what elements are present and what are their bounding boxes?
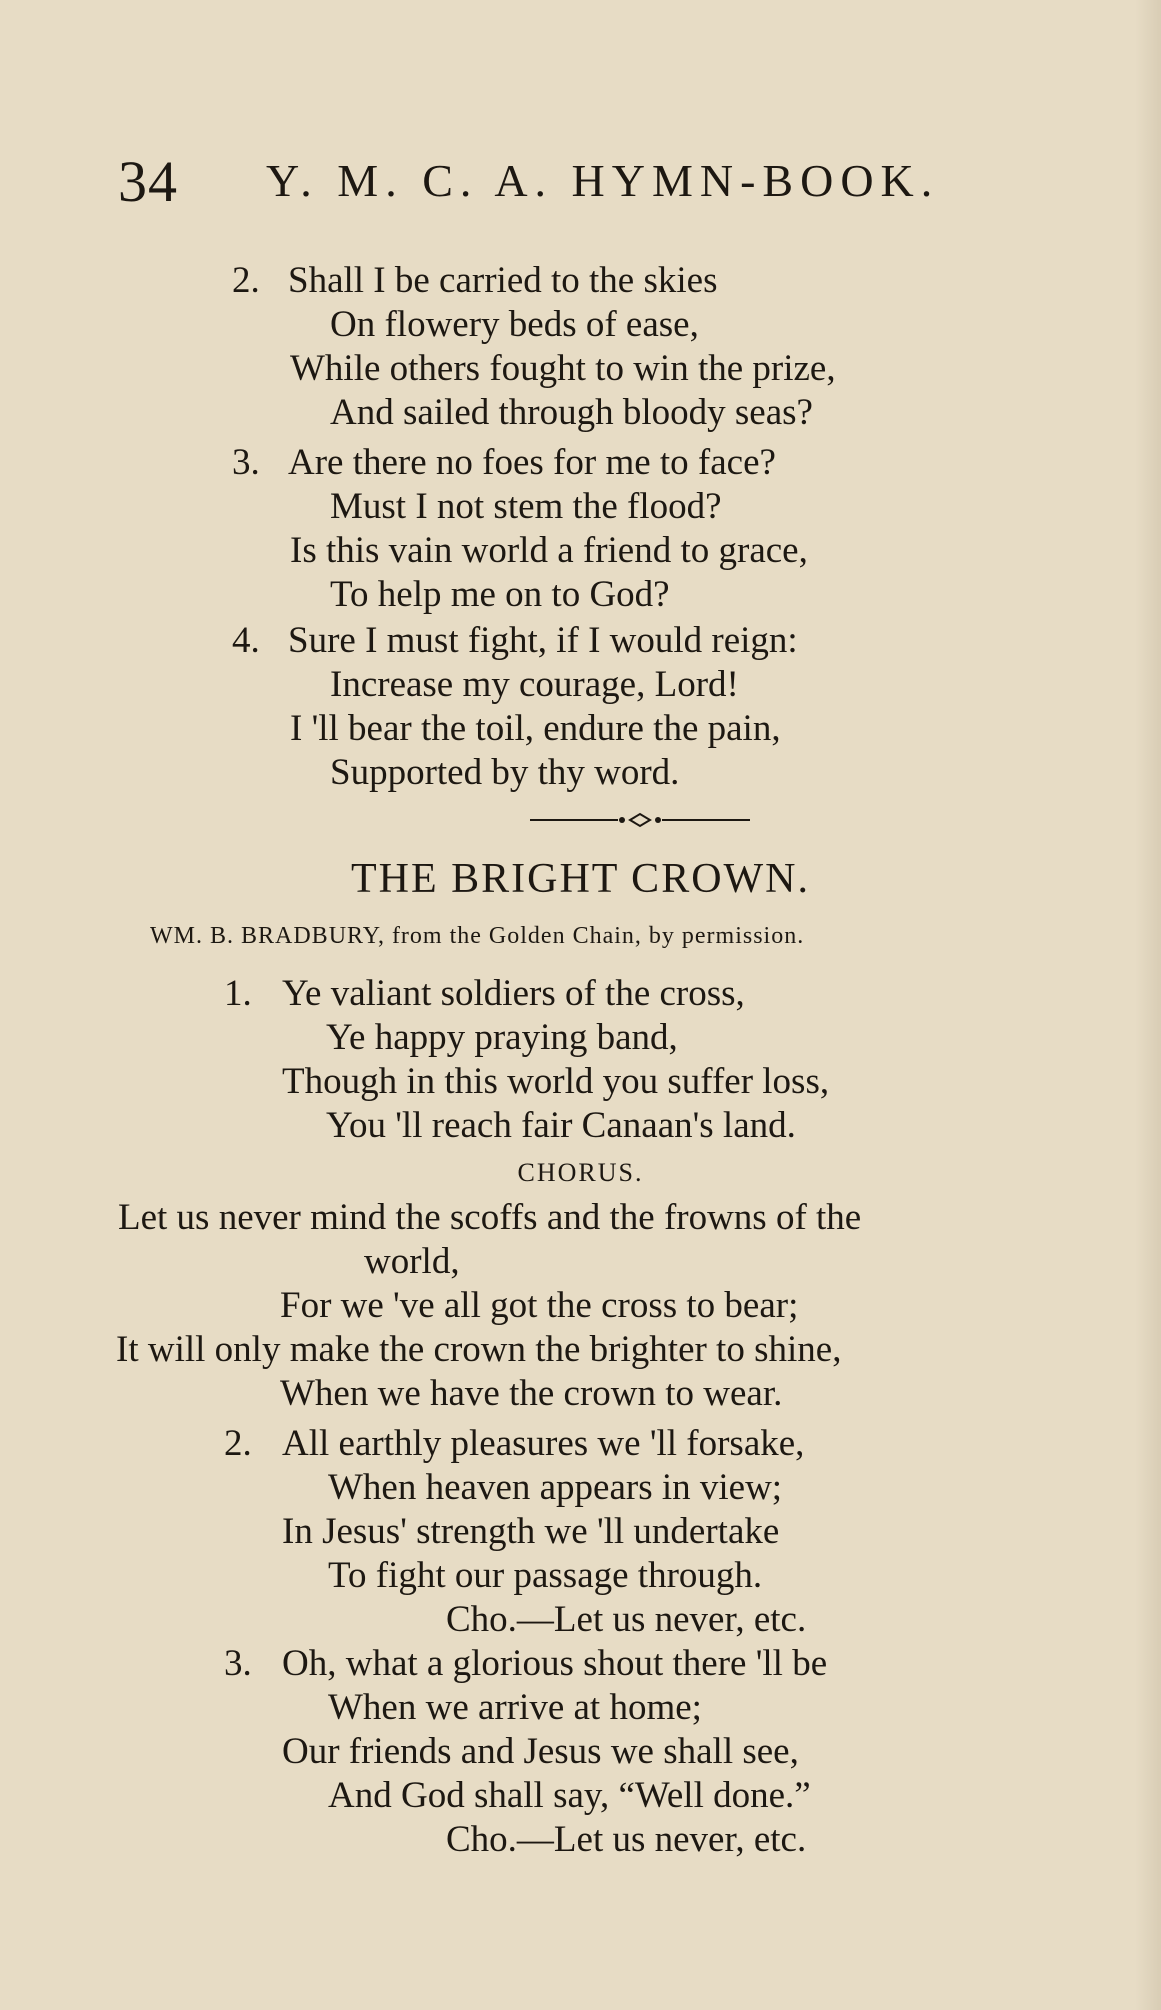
verse-line: You 'll reach fair Canaan's land. xyxy=(326,1105,796,1146)
hymn-title: THE BRIGHT CROWN. xyxy=(350,856,811,902)
chorus-line: Let us never mind the scoffs and the frowns of the xyxy=(118,1197,862,1238)
verse-line: Our friends and Jesus we shall see, xyxy=(282,1731,799,1772)
stanza-number: 2. xyxy=(224,1423,252,1464)
stanza-number: 1. xyxy=(224,973,252,1014)
stanza-number: 3. xyxy=(224,1643,252,1684)
stanza-number: 3. xyxy=(232,442,260,483)
page-header xyxy=(118,148,1038,218)
chorus-line: When we have the crown to wear. xyxy=(280,1373,783,1414)
verse-line: On flowery beds of ease, xyxy=(330,304,699,345)
page-number: 34 xyxy=(118,149,178,214)
running-title: Y. M. C. A. HYMN-BOOK. xyxy=(266,155,940,206)
verse-line: Sure I must fight, if I would reign: xyxy=(288,620,798,661)
verse-line: Is this vain world a friend to grace, xyxy=(290,530,808,571)
verse-line: And God shall say, “Well done.” xyxy=(328,1775,811,1816)
verse-line: Shall I be carried to the skies xyxy=(288,260,718,301)
verse-line: I 'll bear the toil, endure the pain, xyxy=(290,708,781,749)
divider-rule xyxy=(662,819,750,821)
ornamental-divider xyxy=(530,812,750,828)
verse-line: Oh, what a glorious shout there 'll be xyxy=(282,1643,828,1684)
verse-line: When heaven appears in view; xyxy=(328,1467,783,1508)
divider-rule xyxy=(530,819,618,821)
verse-line: To help me on to God? xyxy=(330,574,670,615)
verse-line: Ye happy praying band, xyxy=(326,1017,678,1058)
chorus-line: It will only make the crown the brighter to shine, xyxy=(116,1329,842,1370)
verse-line: Though in this world you suffer loss, xyxy=(282,1061,830,1102)
verse-line: Supported by thy word. xyxy=(330,752,680,793)
chorus-cue: Cho.—Let us never, etc. xyxy=(446,1599,807,1640)
verse-line: All earthly pleasures we 'll forsake, xyxy=(282,1423,805,1464)
chorus-line: world, xyxy=(364,1241,460,1282)
hymn-attribution: WM. B. BRADBURY, from the Golden Chain, by permission. xyxy=(150,923,805,949)
verse-line: Increase my courage, Lord! xyxy=(330,664,739,705)
verse-line: When we arrive at home; xyxy=(328,1687,702,1728)
chorus-line: For we 've all got the cross to bear; xyxy=(280,1285,799,1326)
chorus-heading: CHORUS. xyxy=(517,1158,644,1187)
verse-line: Ye valiant soldiers of the cross, xyxy=(282,973,745,1014)
stanza-number: 4. xyxy=(232,620,260,661)
verse-line: While others fought to win the prize, xyxy=(290,348,836,389)
verse-line: Must I not stem the flood? xyxy=(330,486,722,527)
verse-line: Are there no foes for me to face? xyxy=(288,442,776,483)
verse-line: In Jesus' strength we 'll undertake xyxy=(282,1511,780,1552)
verse-line: And sailed through bloody seas? xyxy=(330,392,813,433)
page-edge-shadow xyxy=(1135,0,1161,2010)
chorus-cue: Cho.—Let us never, etc. xyxy=(446,1819,807,1860)
verse-line: To fight our passage through. xyxy=(328,1555,763,1596)
diamond-ornament-icon xyxy=(618,812,662,828)
stanza-number: 2. xyxy=(232,260,260,301)
